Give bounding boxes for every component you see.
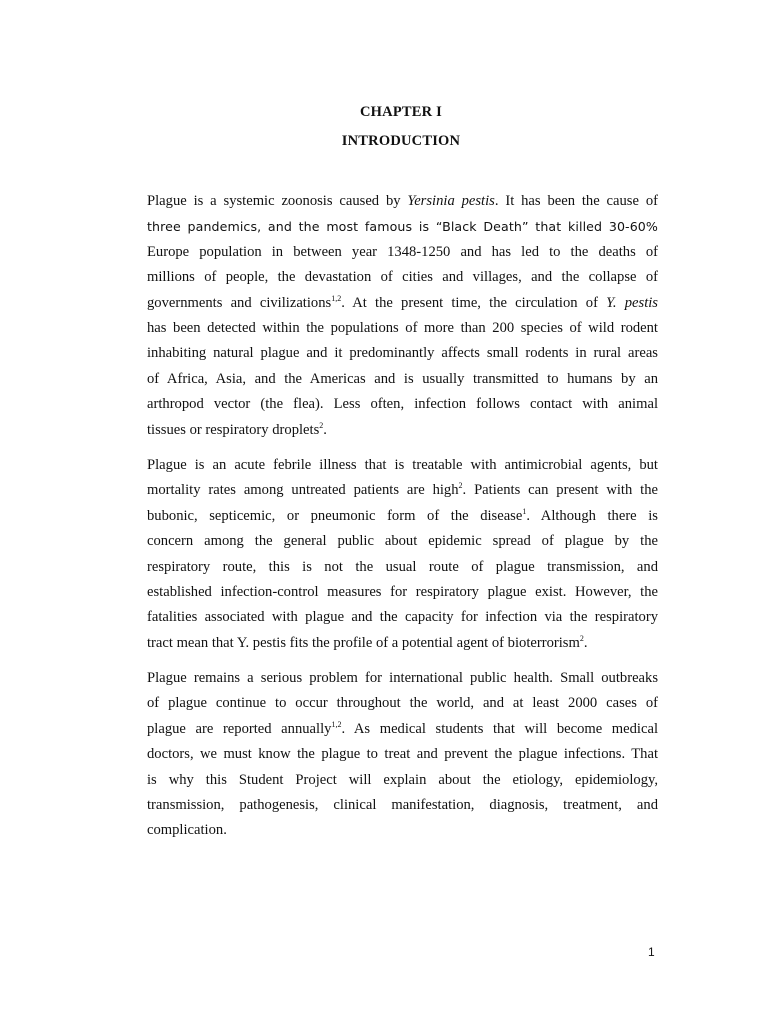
text-line: Plague is an acute febrile illness that is treatable with antimicrobial agents, but — [147, 457, 658, 473]
text-line: Plague remains a serious problem for international public health. Small outbreaks — [147, 670, 658, 686]
text-line: doctors, we must know the plague to treat and prevent the plague infections. That — [147, 746, 658, 763]
page-number: 1 — [648, 945, 655, 959]
citation-superscript: 1,2 — [331, 719, 342, 729]
page-title: INTRODUCTION — [341, 133, 461, 149]
text-line: concern among the general public about epidemic spread of plague by the — [147, 533, 658, 550]
paragraph-3 — [147, 666, 658, 844]
citation-superscript: 2 — [458, 481, 463, 491]
text-line: millions of people, the devastation of cities and villages, and the collapse of — [147, 269, 658, 286]
text-line: three pandemics, and the most famous is “Black Death” that killed 30-60% — [147, 219, 658, 235]
text-line: Europe population in between year 1348-1250 and has led to the deaths of — [147, 243, 658, 260]
citation-superscript: 1,2 — [331, 293, 342, 303]
paragraph-2 — [147, 453, 658, 656]
text-line: fatalities associated with plague and the capacity for infection via the respiratory — [147, 609, 658, 626]
text-line: of plague continue to occur throughout the world, and at least 2000 cases of — [147, 695, 658, 712]
text-line: has been detected within the populations of more than 200 species of wild rodent — [147, 320, 658, 337]
text-line: arthropod vector (the flea). Less often, infection follows contact with animal — [147, 396, 658, 413]
paragraph-1 — [147, 189, 658, 443]
text-line: bubonic, septicemic, or pneumonic form of the disease$^1$. Although there is — [147, 506, 658, 524]
citation-superscript: 2 — [579, 633, 584, 643]
text-line: plague are reported annually$^{1,2}$. As medical students that will become medical — [147, 719, 658, 737]
text-line: is why this Student Project will explain about the etiology, epidemiology, — [147, 771, 658, 788]
text-line: of Africa, Asia, and the Americas and is usually transmitted to humans by an — [147, 370, 658, 387]
text-line: complication. — [147, 822, 227, 839]
italic-species-name: Y. pestis — [606, 294, 658, 311]
chapter-heading: CHAPTER I — [360, 104, 442, 120]
text-line: inhabiting natural plague and it predominantly affects small rodents in rural areas — [147, 345, 658, 362]
text-line: governments and civilizations$^{1,2}$. At the present time, the circulation of Y. pestis — [147, 293, 658, 311]
text-line: respiratory route, this is not the usual route of plague transmission, and — [147, 558, 658, 575]
text-line: established infection-control measures for respiratory plague exist. However, the — [147, 584, 658, 601]
text-line: mortality rates among untreated patients are high$^2$. Patients can present with the — [147, 481, 658, 499]
text-line: transmission, pathogenesis, clinical manifestation, diagnosis, treatment, and — [147, 797, 658, 814]
citation-superscript: 1 — [522, 506, 527, 516]
text-line: tissues or respiratory droplets$^2$. — [147, 420, 327, 438]
text-line: Plague is a systemic zoonosis caused by Yersinia pestis. It has been the cause of — [147, 193, 658, 209]
text-line: tract mean that Y. pestis fits the profile of a potential agent of bioterrorism$^2$. — [147, 633, 588, 651]
italic-species-name: Yersinia pestis — [407, 193, 495, 209]
citation-superscript: 2 — [319, 420, 324, 430]
